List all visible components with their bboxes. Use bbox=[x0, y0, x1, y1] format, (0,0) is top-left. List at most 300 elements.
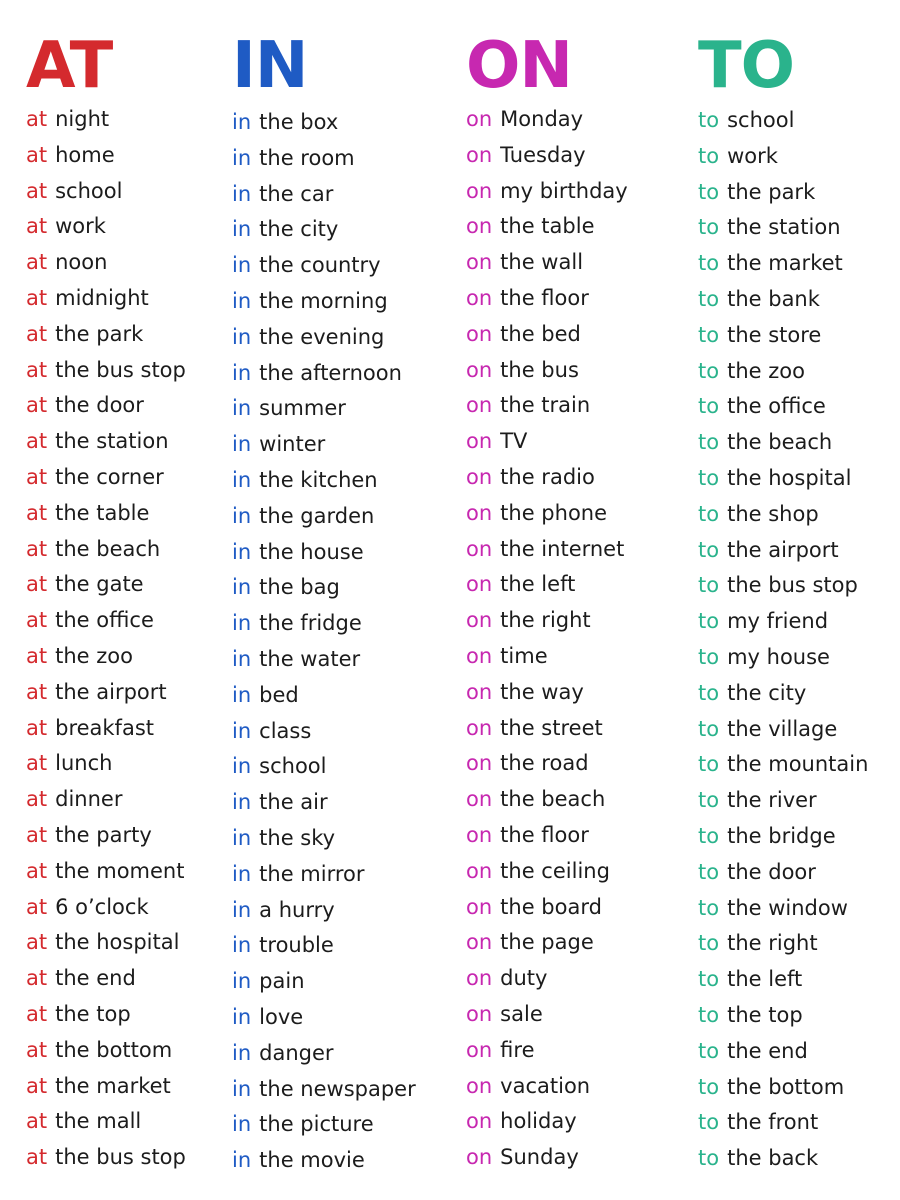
phrase-row bbox=[698, 247, 898, 283]
phrase-text: night bbox=[55, 107, 110, 131]
phrase-row bbox=[466, 210, 666, 246]
preposition-on: on bbox=[466, 1001, 493, 1026]
phrase-text: the store bbox=[727, 322, 822, 347]
phrase-text: the page bbox=[500, 930, 594, 955]
preposition-on: on bbox=[466, 1073, 493, 1098]
preposition-on: on bbox=[466, 608, 493, 633]
phrase-text: the back bbox=[727, 1146, 819, 1171]
phrase-row bbox=[26, 175, 226, 211]
phrase-text: the right bbox=[727, 931, 818, 956]
preposition-to: to bbox=[698, 1146, 720, 1171]
phrase-row bbox=[698, 892, 898, 928]
phrase-row bbox=[466, 497, 666, 533]
preposition-on: on bbox=[466, 787, 493, 812]
preposition-in: in bbox=[232, 503, 252, 528]
preposition-at: at bbox=[26, 715, 48, 740]
phrase-row bbox=[232, 1108, 432, 1144]
phrase-text: the party bbox=[55, 822, 152, 847]
preposition-in: in bbox=[232, 288, 252, 313]
phrase-text: the zoo bbox=[727, 358, 805, 383]
preposition-at: at bbox=[26, 285, 48, 310]
phrase-text: the beach bbox=[55, 536, 161, 561]
phrase-text: home bbox=[55, 142, 115, 167]
phrase-text: the city bbox=[727, 680, 807, 705]
preposition-on: on bbox=[466, 1145, 493, 1170]
phrase-row bbox=[26, 246, 226, 282]
phrase-row bbox=[466, 855, 666, 891]
phrase-row bbox=[698, 211, 898, 247]
preposition-to: to bbox=[698, 895, 720, 920]
phrase-text: my house bbox=[727, 644, 830, 669]
preposition-at: at bbox=[26, 214, 48, 239]
preposition-in: in bbox=[232, 933, 252, 958]
phrase-text: the gate bbox=[55, 572, 144, 597]
phrase-row bbox=[232, 1073, 432, 1109]
phrase-text: the road bbox=[500, 751, 589, 776]
phrase-row bbox=[26, 783, 226, 819]
phrase-text: Tuesday bbox=[500, 142, 586, 167]
phrase-row bbox=[26, 1070, 226, 1106]
phrase-row bbox=[466, 533, 666, 569]
preposition-on: on bbox=[466, 464, 493, 489]
preposition-at: at bbox=[26, 894, 48, 919]
preposition-at: at bbox=[26, 107, 48, 131]
preposition-on: on bbox=[466, 393, 493, 418]
preposition-to: to bbox=[698, 931, 720, 956]
phrase-row bbox=[698, 963, 898, 999]
phrase-text: work bbox=[55, 214, 106, 239]
preposition-at: at bbox=[26, 822, 48, 847]
phrase-row bbox=[466, 1105, 666, 1141]
heading-on: ON bbox=[466, 29, 572, 103]
preposition-in: in bbox=[232, 754, 252, 779]
phrase-row bbox=[466, 389, 666, 425]
preposition-to: to bbox=[698, 823, 720, 848]
phrase-text: breakfast bbox=[55, 715, 154, 740]
phrase-row bbox=[26, 640, 226, 676]
phrase-row bbox=[26, 891, 226, 927]
phrase-row bbox=[26, 1141, 226, 1177]
phrase-text: the village bbox=[727, 716, 838, 741]
preposition-to: to bbox=[698, 859, 720, 884]
phrase-text: the city bbox=[259, 217, 339, 242]
phrase-row bbox=[466, 998, 666, 1034]
phrase-text: the left bbox=[727, 967, 803, 992]
preposition-at: at bbox=[26, 751, 48, 776]
phrase-row bbox=[466, 354, 666, 390]
preposition-in: in bbox=[232, 181, 252, 206]
preposition-at: at bbox=[26, 1037, 48, 1062]
phrase-row bbox=[26, 461, 226, 497]
preposition-at: at bbox=[26, 464, 48, 489]
phrase-row bbox=[232, 822, 432, 858]
phrase-text: the bus bbox=[500, 357, 579, 382]
preposition-on: on bbox=[466, 715, 493, 740]
phrase-row bbox=[26, 318, 226, 354]
phrase-text: winter bbox=[259, 432, 326, 457]
preposition-on: on bbox=[466, 142, 493, 167]
phrase-text: the door bbox=[727, 859, 816, 884]
preposition-on: on bbox=[466, 321, 493, 346]
phrase-text: the box bbox=[259, 110, 339, 134]
phrase-row bbox=[466, 175, 666, 211]
preposition-on: on bbox=[466, 572, 493, 597]
phrase-text: fire bbox=[500, 1037, 535, 1062]
phrase-row bbox=[698, 319, 898, 355]
preposition-to: to bbox=[698, 215, 720, 240]
phrase-text: the mirror bbox=[259, 861, 365, 886]
phrase-row bbox=[466, 282, 666, 318]
preposition-to: to bbox=[698, 322, 720, 347]
phrase-text: noon bbox=[55, 250, 108, 275]
phrase-text: the station bbox=[727, 215, 841, 240]
preposition-on: on bbox=[466, 250, 493, 275]
preposition-at: at bbox=[26, 393, 48, 418]
preposition-at: at bbox=[26, 643, 48, 668]
phrase-text: the kitchen bbox=[259, 467, 378, 492]
phrase-text: the moment bbox=[55, 858, 185, 883]
phrase-row bbox=[26, 712, 226, 748]
preposition-on: on bbox=[466, 107, 493, 131]
preposition-on: on bbox=[466, 178, 493, 203]
preposition-in: in bbox=[232, 253, 252, 278]
phrase-text: the garden bbox=[259, 503, 375, 528]
phrase-row bbox=[466, 1070, 666, 1106]
phrase-row bbox=[232, 607, 432, 643]
phrase-text: the top bbox=[55, 1001, 131, 1026]
phrase-text: the way bbox=[500, 679, 584, 704]
phrase-text: the river bbox=[727, 788, 817, 813]
phrase-text: school bbox=[55, 178, 123, 203]
phrase-row bbox=[232, 536, 432, 572]
phrase-row bbox=[466, 1141, 666, 1177]
preposition-to: to bbox=[698, 501, 720, 526]
phrase-row bbox=[232, 894, 432, 930]
phrase-text: the end bbox=[727, 1038, 808, 1063]
phrase-row bbox=[698, 713, 898, 749]
phrase-row bbox=[26, 425, 226, 461]
preposition-at: at bbox=[26, 858, 48, 883]
phrase-text: vacation bbox=[500, 1073, 591, 1098]
phrase-text: the morning bbox=[259, 288, 388, 313]
phrase-list-on bbox=[466, 103, 666, 1177]
phrase-row bbox=[232, 965, 432, 1001]
preposition-in: in bbox=[232, 467, 252, 492]
phrase-row bbox=[232, 178, 432, 214]
phrase-list-at bbox=[26, 103, 226, 1177]
phrase-row bbox=[466, 640, 666, 676]
preposition-on: on bbox=[466, 429, 493, 454]
phrase-row bbox=[466, 568, 666, 604]
phrase-row bbox=[698, 1035, 898, 1071]
preposition-in: in bbox=[232, 217, 252, 242]
preposition-on: on bbox=[466, 214, 493, 239]
preposition-in: in bbox=[232, 539, 252, 564]
phrase-row bbox=[26, 819, 226, 855]
preposition-in: in bbox=[232, 432, 252, 457]
phrase-text: 6 o’clock bbox=[55, 894, 149, 919]
phrase-row bbox=[26, 139, 226, 175]
preposition-to: to bbox=[698, 537, 720, 562]
phrase-text: the bus stop bbox=[55, 1145, 186, 1170]
preposition-to: to bbox=[698, 143, 720, 168]
phrase-row bbox=[698, 784, 898, 820]
preposition-to: to bbox=[698, 1038, 720, 1063]
phrase-row bbox=[232, 1144, 432, 1180]
preposition-in: in bbox=[232, 1040, 252, 1065]
phrase-text: the front bbox=[727, 1110, 819, 1135]
phrase-row bbox=[698, 605, 898, 641]
phrase-row bbox=[698, 534, 898, 570]
phrase-row bbox=[232, 213, 432, 249]
preposition-to: to bbox=[698, 1074, 720, 1099]
phrase-text: the movie bbox=[259, 1148, 365, 1173]
preposition-in: in bbox=[232, 145, 252, 170]
phrase-row bbox=[232, 750, 432, 786]
preposition-to: to bbox=[698, 716, 720, 741]
phrase-row bbox=[466, 318, 666, 354]
phrase-row bbox=[26, 962, 226, 998]
phrase-row bbox=[466, 425, 666, 461]
preposition-at: at bbox=[26, 1073, 48, 1098]
phrase-row bbox=[26, 389, 226, 425]
phrase-row bbox=[698, 999, 898, 1035]
phrase-text: the picture bbox=[259, 1112, 374, 1137]
phrase-row bbox=[232, 858, 432, 894]
phrase-row bbox=[698, 1106, 898, 1142]
phrase-text: my friend bbox=[727, 609, 829, 634]
phrase-text: the left bbox=[500, 572, 576, 597]
phrase-text: the newspaper bbox=[259, 1076, 416, 1101]
phrase-row bbox=[26, 1034, 226, 1070]
preposition-at: at bbox=[26, 357, 48, 382]
phrase-row bbox=[698, 927, 898, 963]
phrase-row bbox=[26, 568, 226, 604]
phrase-text: the train bbox=[500, 393, 591, 418]
phrase-text: the hospital bbox=[55, 930, 180, 955]
phrase-text: the afternoon bbox=[259, 360, 402, 385]
phrase-text: the wall bbox=[500, 250, 584, 275]
preposition-to: to bbox=[698, 1002, 720, 1027]
phrase-text: the corner bbox=[55, 464, 164, 489]
preposition-to: to bbox=[698, 752, 720, 777]
phrase-row bbox=[232, 1001, 432, 1037]
phrase-row bbox=[26, 354, 226, 390]
phrase-text: the board bbox=[500, 894, 602, 919]
preposition-to: to bbox=[698, 644, 720, 669]
preposition-on: on bbox=[466, 643, 493, 668]
phrase-text: the end bbox=[55, 966, 136, 991]
preposition-to: to bbox=[698, 609, 720, 634]
preposition-to: to bbox=[698, 251, 720, 276]
phrase-text: pain bbox=[259, 969, 305, 994]
phrase-row bbox=[698, 426, 898, 462]
phrase-row bbox=[26, 282, 226, 318]
phrase-row bbox=[26, 676, 226, 712]
phrase-row bbox=[698, 820, 898, 856]
phrase-text: the bottom bbox=[55, 1037, 173, 1062]
preposition-to: to bbox=[698, 430, 720, 455]
preposition-in: in bbox=[232, 1004, 252, 1029]
preposition-at: at bbox=[26, 572, 48, 597]
preposition-to: to bbox=[698, 108, 720, 132]
phrase-text: the park bbox=[727, 179, 816, 204]
phrase-text: the mall bbox=[55, 1109, 142, 1134]
preposition-in: in bbox=[232, 646, 252, 671]
phrase-text: bed bbox=[259, 682, 299, 707]
preposition-to: to bbox=[698, 394, 720, 419]
phrase-text: the beach bbox=[727, 430, 833, 455]
phrase-row bbox=[232, 357, 432, 393]
preposition-to: to bbox=[698, 680, 720, 705]
preposition-at: at bbox=[26, 536, 48, 561]
phrase-text: the evening bbox=[259, 324, 385, 349]
phrase-row bbox=[232, 142, 432, 178]
phrase-row bbox=[466, 819, 666, 855]
preposition-at: at bbox=[26, 787, 48, 812]
preposition-on: on bbox=[466, 679, 493, 704]
phrase-text: the street bbox=[500, 715, 603, 740]
preposition-in: in bbox=[232, 110, 252, 134]
phrase-row bbox=[466, 926, 666, 962]
preposition-at: at bbox=[26, 142, 48, 167]
preposition-to: to bbox=[698, 179, 720, 204]
phrase-text: the right bbox=[500, 608, 591, 633]
phrase-row bbox=[26, 103, 226, 139]
phrase-row bbox=[698, 1142, 898, 1178]
phrase-text: the country bbox=[259, 253, 381, 278]
preposition-in: in bbox=[232, 324, 252, 349]
phrase-row bbox=[698, 677, 898, 713]
phrase-text: the shop bbox=[727, 501, 819, 526]
phrase-row bbox=[698, 748, 898, 784]
preposition-in: in bbox=[232, 396, 252, 421]
phrase-row bbox=[232, 106, 432, 142]
phrase-row bbox=[232, 392, 432, 428]
preposition-in: in bbox=[232, 969, 252, 994]
phrase-text: the mountain bbox=[727, 752, 869, 777]
preposition-to: to bbox=[698, 1110, 720, 1135]
phrase-text: the office bbox=[727, 394, 826, 419]
preposition-in: in bbox=[232, 790, 252, 815]
phrase-row bbox=[698, 856, 898, 892]
preposition-on: on bbox=[466, 822, 493, 847]
phrase-row bbox=[26, 1105, 226, 1141]
preposition-on: on bbox=[466, 1037, 493, 1062]
phrase-row bbox=[232, 715, 432, 751]
phrase-row bbox=[232, 428, 432, 464]
heading-in: IN bbox=[232, 29, 308, 103]
phrase-text: summer bbox=[259, 396, 346, 421]
phrase-text: the bridge bbox=[727, 823, 836, 848]
phrase-row bbox=[466, 461, 666, 497]
phrase-text: class bbox=[259, 718, 312, 743]
phrase-list-in bbox=[232, 106, 432, 1180]
preposition-on: on bbox=[466, 357, 493, 382]
phrase-text: dinner bbox=[55, 787, 123, 812]
phrase-row bbox=[698, 176, 898, 212]
preposition-in: in bbox=[232, 1112, 252, 1137]
phrase-row bbox=[466, 139, 666, 175]
phrase-text: the office bbox=[55, 608, 154, 633]
phrase-text: work bbox=[727, 143, 778, 168]
phrase-row bbox=[26, 855, 226, 891]
phrase-row bbox=[466, 891, 666, 927]
phrase-text: TV bbox=[500, 429, 528, 454]
phrase-row bbox=[26, 926, 226, 962]
preposition-at: at bbox=[26, 608, 48, 633]
phrase-row bbox=[232, 321, 432, 357]
phrase-text: the water bbox=[259, 646, 361, 671]
phrase-text: the table bbox=[500, 214, 595, 239]
preposition-in: in bbox=[232, 861, 252, 886]
preposition-at: at bbox=[26, 1145, 48, 1170]
phrase-text: the radio bbox=[500, 464, 595, 489]
phrase-text: the station bbox=[55, 429, 169, 454]
phrase-row bbox=[698, 462, 898, 498]
phrase-text: love bbox=[259, 1004, 304, 1029]
preposition-in: in bbox=[232, 718, 252, 743]
phrase-text: lunch bbox=[55, 751, 113, 776]
preposition-to: to bbox=[698, 286, 720, 311]
preposition-at: at bbox=[26, 321, 48, 346]
phrase-text: the phone bbox=[500, 500, 608, 525]
phrase-text: duty bbox=[500, 966, 548, 991]
preposition-on: on bbox=[466, 894, 493, 919]
preposition-to: to bbox=[698, 967, 720, 992]
phrase-row bbox=[466, 1034, 666, 1070]
preposition-in: in bbox=[232, 1148, 252, 1173]
phrase-text: the beach bbox=[500, 787, 606, 812]
phrase-row bbox=[232, 679, 432, 715]
preposition-at: at bbox=[26, 429, 48, 454]
phrase-row bbox=[232, 500, 432, 536]
phrase-text: the internet bbox=[500, 536, 625, 561]
preposition-on: on bbox=[466, 966, 493, 991]
preposition-on: on bbox=[466, 930, 493, 955]
preposition-to: to bbox=[698, 788, 720, 813]
phrase-row bbox=[232, 249, 432, 285]
phrase-text: the airport bbox=[727, 537, 839, 562]
phrase-text: the window bbox=[727, 895, 848, 920]
phrase-row bbox=[466, 783, 666, 819]
preposition-in: in bbox=[232, 825, 252, 850]
preposition-in: in bbox=[232, 1076, 252, 1101]
heading-to: TO bbox=[698, 29, 795, 103]
phrase-row bbox=[698, 641, 898, 677]
phrase-text: the table bbox=[55, 500, 150, 525]
preposition-at: at bbox=[26, 500, 48, 525]
preposition-in: in bbox=[232, 611, 252, 636]
phrase-row bbox=[466, 712, 666, 748]
preposition-in: in bbox=[232, 575, 252, 600]
preposition-to: to bbox=[698, 573, 720, 598]
phrase-text: a hurry bbox=[259, 897, 335, 922]
phrase-text: Monday bbox=[500, 107, 584, 131]
preposition-on: on bbox=[466, 751, 493, 776]
phrase-text: the ceiling bbox=[500, 858, 610, 883]
phrase-text: the bus stop bbox=[55, 357, 186, 382]
heading-at: AT bbox=[26, 29, 113, 103]
preposition-to: to bbox=[698, 358, 720, 383]
preposition-in: in bbox=[232, 897, 252, 922]
phrase-row bbox=[466, 676, 666, 712]
phrase-row bbox=[26, 497, 226, 533]
phrase-row bbox=[698, 390, 898, 426]
preposition-at: at bbox=[26, 178, 48, 203]
phrase-row bbox=[466, 246, 666, 282]
phrase-text: trouble bbox=[259, 933, 334, 958]
